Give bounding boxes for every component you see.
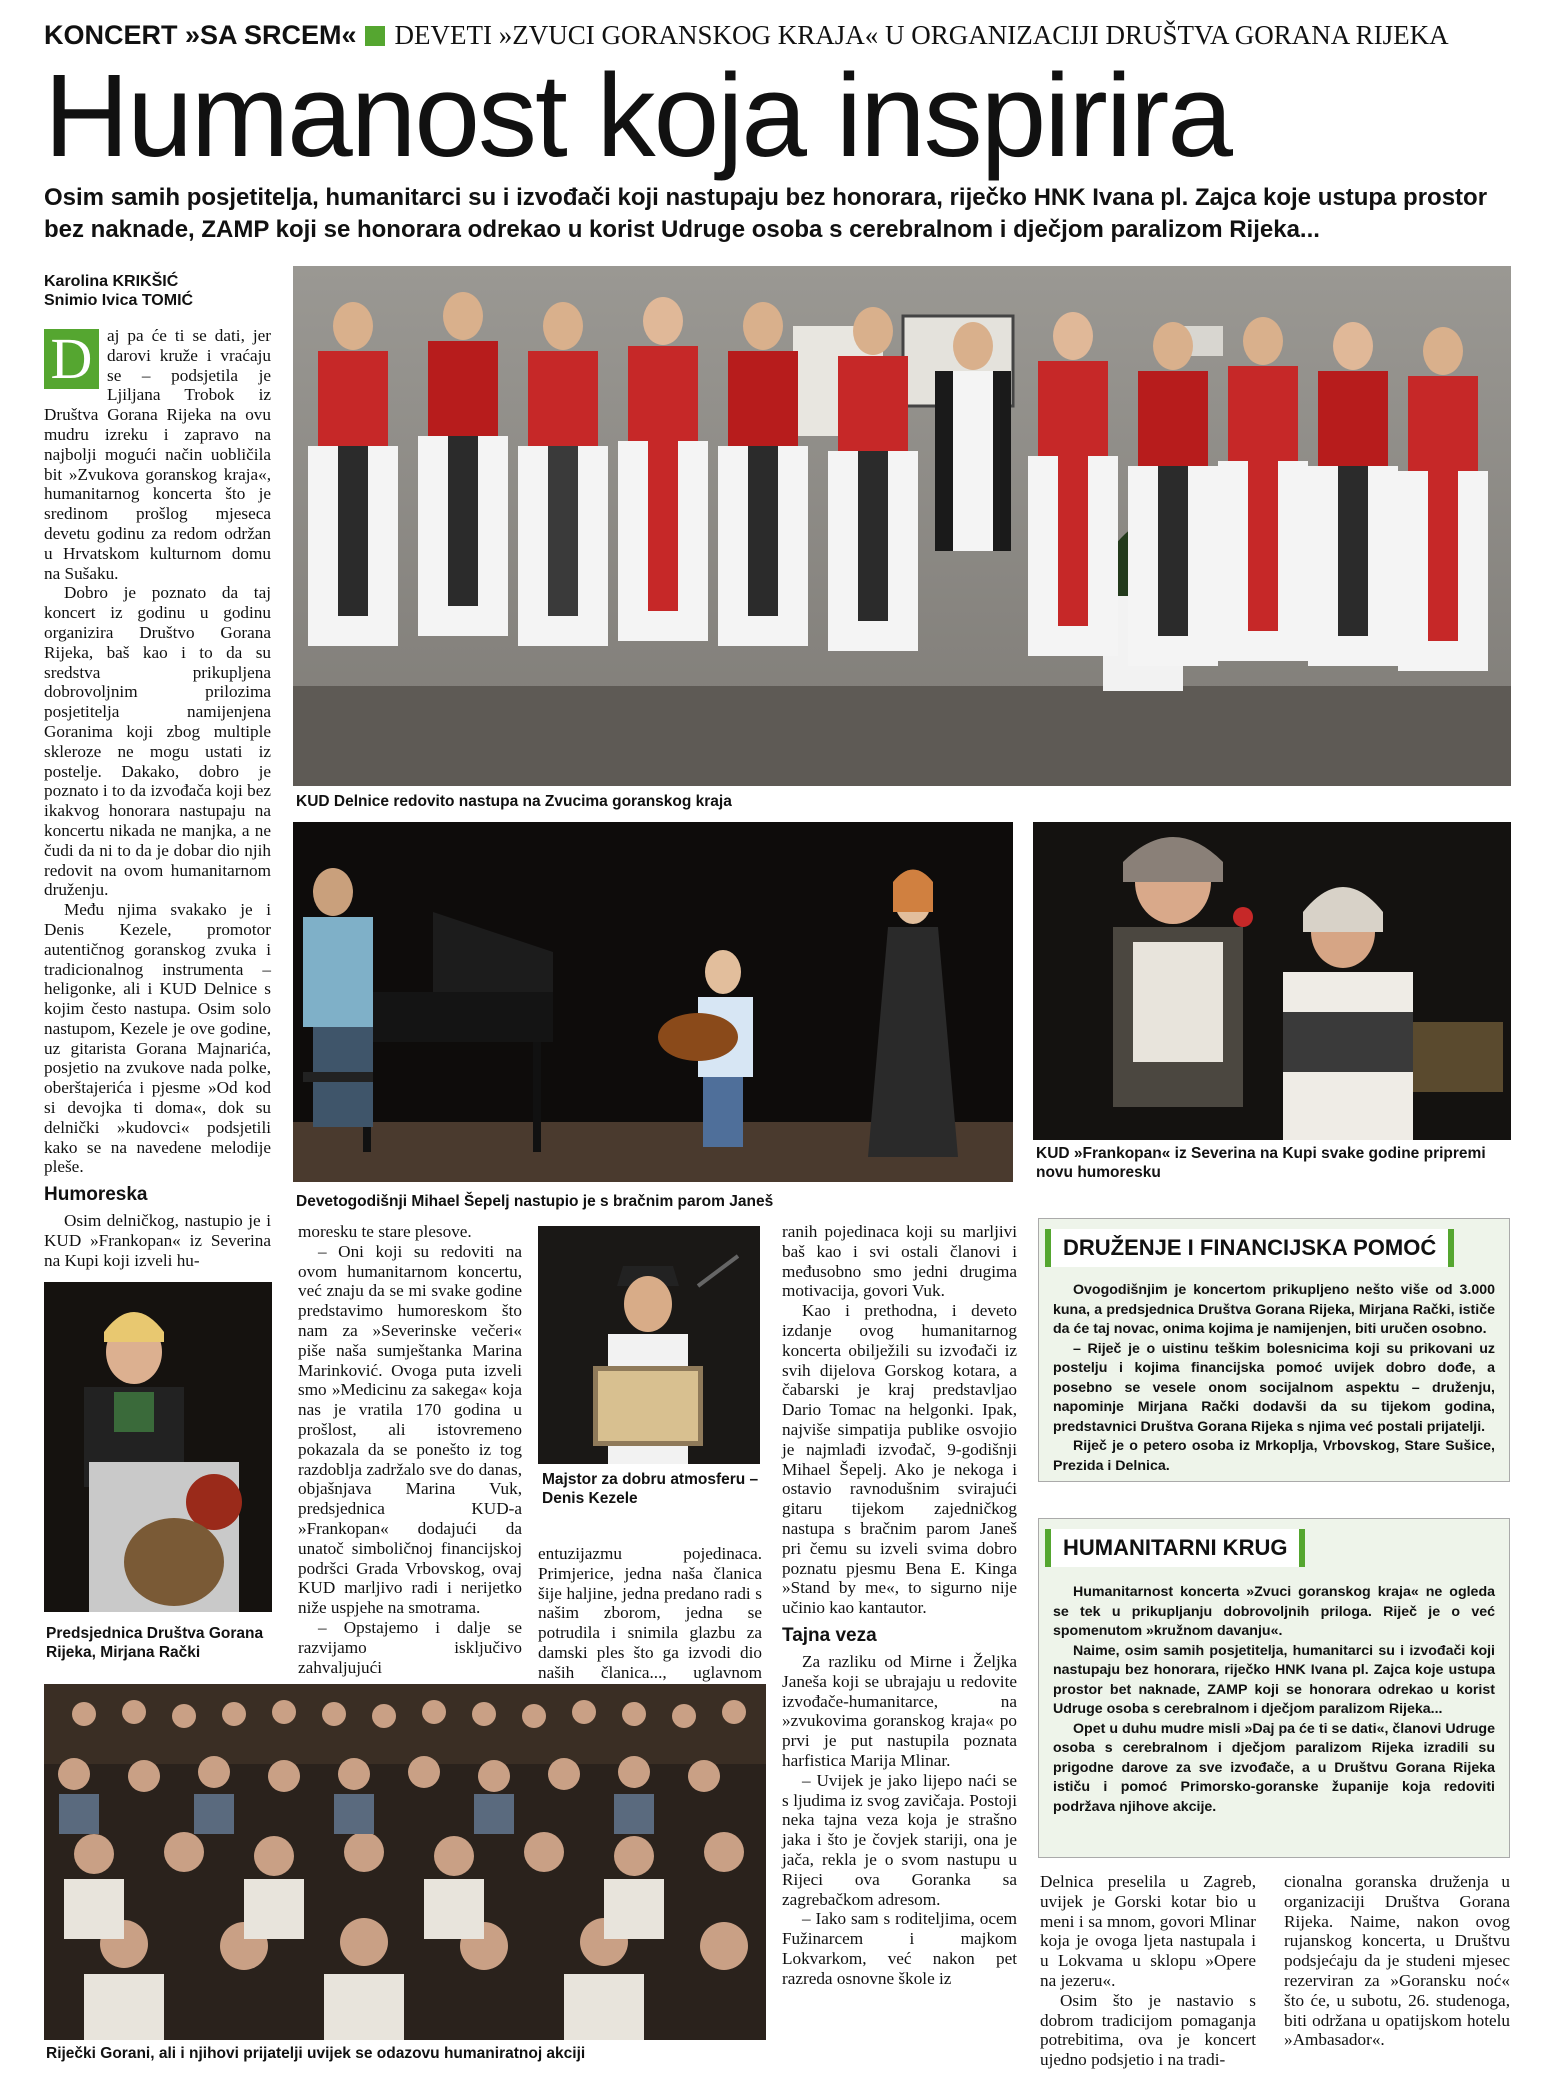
dropcap: D xyxy=(44,329,99,389)
infobox-paragraph: Ovogodišnjim je koncertom prikupljeno nešto više od 3.000 kuna, a predsjednica Društva Gorana Rijeka, Mirjana Rački, ističe da će taj novac, onima kojima je namijenjen, biti uručen osobno. xyxy=(1053,1282,1495,1337)
subheading-tajna-veza: Tajna veza xyxy=(782,1624,877,1646)
article-column-2 xyxy=(298,1222,522,1677)
article-paragraph: – Iako sam s roditeljima, ocem Fužinarcem i majkom Lokvarkom, već nakon pet razreda osnovne škole iz xyxy=(782,1909,1017,1988)
caption-accordion: Majstor za dobru atmosferu – Denis Kezele xyxy=(542,1471,759,1507)
article-paragraph: Dobro je poznato da taj koncert iz godinu u godinu organizira Društvo Gorana Rijeka, baš kao i to da su sredstva prikupljena dobrovoljnim prilozima posjetitelja namijenjena Goranima koji zbog multiple skleroze ne mogu ustati iz postelje. Dakako, dobro je poznato i to da izvođača koji bez ikakvog honorara nastupaju na koncertu nikada ne manjka, a ne čudi da ni to da je dobar dio njih redovit na ovom humanitarnom druženju. xyxy=(44,583,271,900)
infobox-paragraph: Humanitarnost koncerta »Zvuci goranskog kraja« ne ogleda se tek u prikupljanju dobrovoljnih priloga. Riječ je o već spomenutom »kružnom davanju«. xyxy=(1053,1584,1495,1639)
article-column-5 xyxy=(1040,1872,1256,2072)
photo-audience xyxy=(44,1684,766,2040)
article-paragraph: Kao i prethodna, i deveto izdanje ovog humanitarnog koncerta obilježili su izvođači iz svih dijelova Gorskog kotara, a čabarski je kraj predstavljao Dario Tomac na helgonki. Ipak, najviše simpatija publike osvojio je najmlađi izvođač, 9-godišnji Mihael Šepelj. Ako je nekoga i ostavio ravnodušnim svirajući gitaru tijekom zajedničkog nastupa s bračnim parom Janeš pri čemu su izveli svima dobro poznatu pjesmu Bena E. Kinga »Stand by me«, to sigurno nije učinio kao kantautor. xyxy=(782,1301,1017,1618)
infobox-druzenje xyxy=(1038,1218,1510,1482)
subheading-humoreska: Humoreska xyxy=(44,1184,148,1206)
author: Karolina KRIKŠIĆ xyxy=(44,273,179,290)
infobox-humanitarni-krug-body xyxy=(1053,1583,1495,1817)
infobox-paragraph: – Riječ je o uistinu teškim bolesnicima koji su prikovani uz postelju i kojima financijska pomoć uvijek dobro dođe, a posebno se vesele onom socijalnom aspektu – druženju, napominje Mirjana Rački dodavši da su tijekom godina, predstavnici Društva Gorana Rijeka s njima već postali prijatelji. xyxy=(1053,1340,1495,1435)
kicker-label: KONCERT »SA SRCEM« xyxy=(44,20,357,50)
caption-stage: Devetogodišnji Mihael Šepelj nastupio je s bračnim parom Janeš xyxy=(296,1193,774,1210)
infobox-druzenje-title: DRUŽENJE I FINANCIJSKA POMOĆ xyxy=(1045,1229,1454,1267)
infobox-humanitarni-krug-title: HUMANITARNI KRUG xyxy=(1045,1529,1305,1567)
infobox-paragraph: Naime, osim samih posjetitelja, humanitarci su i izvođači koji nastupaju bez honorara, riječko HNK Ivana pl. Zajca koje ustupa prostor bet naknade, ZAMP koji se honorara odrekao u korist Udruge osoba s cerebralnom i dječjom paralizom Rijeka... xyxy=(1053,1642,1495,1717)
kicker-subtitle: DEVETI »ZVUCI GORANSKOG KRAJA« U ORGANIZACIJI DRUŠTVA GORANA RIJEKA xyxy=(394,20,1449,50)
photo-denis-kezele xyxy=(538,1226,760,1464)
infobox-humanitarni-krug xyxy=(1038,1518,1510,1858)
article-paragraph: – Uvijek je jako lijepo naći se s ljudima iz svog zavičaja. Postoji neka tajna veza koja je strašno jaka i što je čovjek stariji, ona je jača, rekla je o svom nastupu u Rijeci ova Goranka sa zagrebačkom adresom. xyxy=(782,1770,1017,1909)
caption-president: Predsjednica Društva Gorana Rijeka, Mirjana Rački xyxy=(46,1625,264,1661)
photo-kud-delnice xyxy=(293,266,1511,786)
caption-humoreska: KUD »Frankopan« iz Severina na Kupi svake godine pripremi novu humoresku xyxy=(1036,1145,1486,1181)
byline xyxy=(44,272,289,310)
caption-kud-delnice: KUD Delnice redovito nastupa na Zvucima goranskog kraja xyxy=(296,793,732,810)
article-paragraph: Osim delničkog, nastupio je i KUD »Frankopan« iz Severina na Kupi koji izveli hu- xyxy=(44,1211,271,1270)
article-paragraph: – Oni koji su redoviti na ovom humanitarnom koncertu, već znaju da se mi svake godine predstavimo humoreskom što nam za »Severinske večeri« piše naša sumještanka Marina Marinković. Ovoga puta izveli smo »Medicinu za sakega« koja nas je vratila 170 godina u prošlost, ali istovremeno pokazala da se ponešto iz tog razdoblja zadržalo sve do danas, objašnjava Marina Vuk, predsjednica KUD-a »Frankopan« dodajući da unatoč simboličnoj financijskoj podršci Grada Vrbovskog, ovaj KUD marljivo radi i nerijetko niže uspjehe na smotrama. xyxy=(298,1241,522,1618)
article-column-4 xyxy=(782,1222,1017,2062)
kicker xyxy=(44,18,1449,52)
infobox-paragraph: Riječ je o petero osoba iz Mrkoplja, Vrbovskog, Stare Sušice, Prezida i Delnica. xyxy=(1053,1438,1495,1474)
article-paragraph: Za razliku od Mirne i Željka Janeša koji se ubrajaju u redovite izvođače-humanitarce, na »zvukovima goranskog kraja« po prvi je put nastupila poznata harfistica Marija Mlinar. xyxy=(782,1651,1017,1770)
infobox-druzenje-body xyxy=(1053,1281,1495,1476)
photo-president xyxy=(44,1282,272,1612)
photo-frankopan-humoreska xyxy=(1033,822,1511,1140)
lead-paragraph: Osim samih posjetitelja, humanitarci su i izvođači koji nastupaju bez honorara, riječko HNK Ivana pl. Zajca koje ustupa prostor bez naknade, ZAMP koji se honorara odrekao u korist Udruge osoba s cerebralnom i dječjom paralizom Rijeka... xyxy=(44,184,1488,243)
article-paragraph: Delnica preselila u Zagreb, uvijek je Gorski kotar bio u meni i sa mnom, govori Mlinar koja je ovoga ljeta nastupala i u Lokvama u sklopu »Opere na jezeru«. xyxy=(1040,1872,1256,1990)
article-paragraph: Osim što je nastavio s dobrom tradicijom pomaganja potrebitima, ova je koncert ujedno podsjetio i na tradi- xyxy=(1040,1990,1256,2070)
photo-stage-performance xyxy=(293,822,1013,1182)
caption-audience: Riječki Gorani, ali i njihovi prijatelji uvijek se odazovu humaniratnoj akciji xyxy=(46,2045,586,2062)
article-paragraph: entuzijazmu pojedinaca. Primjerice, jedna naša članica šije haljine, jedna predano radi s našim zborom, jedna se potrudila i snimila glazbu za damski ples što ga izvodi dio naših članica..., uglavnom xyxy=(538,1544,762,1682)
article-column-6 xyxy=(1284,1872,1510,2072)
article-paragraph: Među njima svakako je i Denis Kezele, promotor autentičnog goranskog zvuka i tradicionalnog instrumenta – heligonke, ali i KUD Delnice s kojim često nastupa. Osim solo nastupom, Kezele je ove godine, uz gitarista Gorana Majnarića, posjetio na zvukove nada polke, oberštajerića i pjesme »Od kod si devojka ti doma«, dok su delnički »kudovci« podsjetili kako se na navedene melodije pleše. xyxy=(44,900,271,1177)
green-square-icon xyxy=(365,26,385,46)
infobox-paragraph: Opet u duhu mudre misli »Daj pa će ti se dati«, članovi Udruge osoba s cerebralnom i dječjom paralizom Rijeka izradili su prigodne darove za sve izvođače, a u Društvu Gorana Rijeka ističu i pomoć Primorsko-goranske županije koja redoviti podržava njihove akcije. xyxy=(1053,1720,1495,1815)
article-paragraph: – Opstajemo i dalje se razvijamo isključivo zahvaljujući xyxy=(298,1617,522,1677)
article-paragraph: cionalna goranska druženja u organizaciji Društva Gorana Rijeka. Naime, nakon ovog rujanskog koncerta, u Društvu podsjećaju da je studeni mjesec rezerviran za »Goransku noć« što će, u subotu, 26. studenoga, biti održana u opatijskom hotelu »Ambasador«. xyxy=(1284,1872,1510,2050)
photographer: Snimio Ivica TOMIĆ xyxy=(44,292,194,309)
article-paragraph: D aj pa će ti se dati, jer darovi kruže i vraćaju se – podsjetila je Ljiljana Trobok iz Društva Gorana Rijeka na ovu mudru izreku i zapravo na najbolji mogući način uobličila bit »Zvukova goranskog kraja«, humanitarnog koncerta što je sredinom prošlog mjeseca devetu godinu za redom održan u Hrvatskom kulturnom domu na Sušaku. xyxy=(44,326,271,583)
article-column-3 xyxy=(538,1544,762,1682)
article-paragraph: ranih pojedinaca koji su marljivi baš kao i svi ostali članovi i međusobno smo jedni drugima motivacija, govori Vuk. xyxy=(782,1222,1017,1301)
headline: Humanost koja inspirira xyxy=(44,50,1231,182)
article-paragraph: moresku te stare plesove. xyxy=(298,1222,472,1241)
